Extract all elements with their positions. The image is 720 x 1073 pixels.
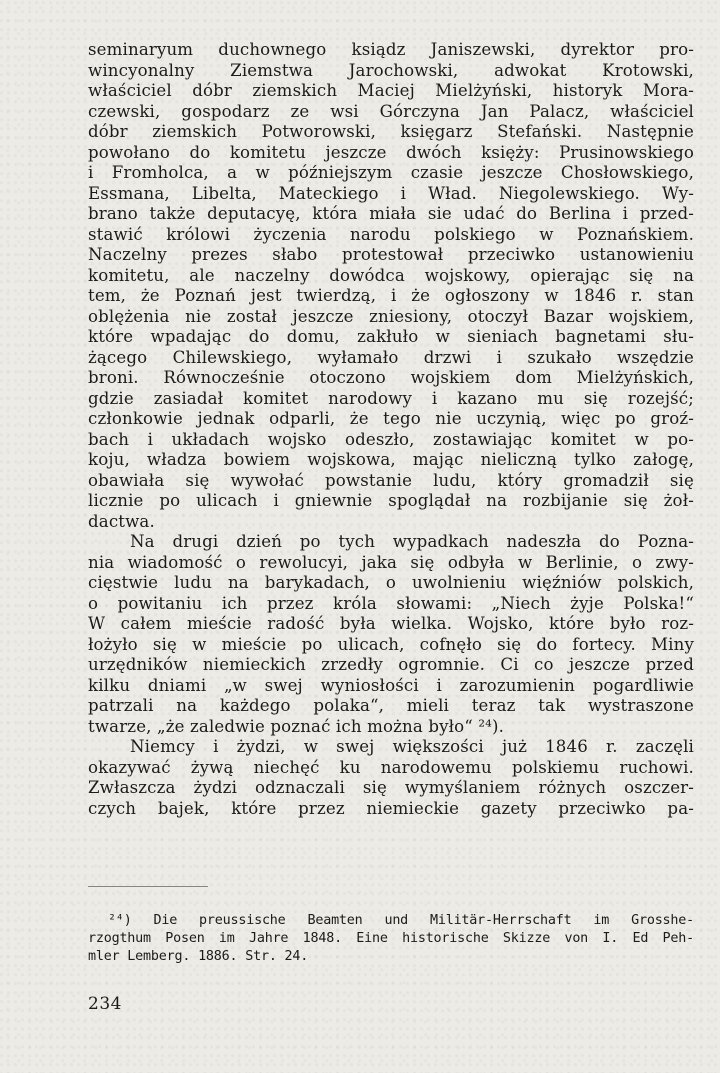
text-line: członkowie jednak odparli, że tego nie uczynią, więc po groź-: [88, 409, 694, 428]
footnote-line: rzogthum Posen im Jahre 1848. Eine historische Skizze von I. Ed Peh-: [88, 931, 694, 946]
text-line: W całem mieście radość była wielka. Wojsko, które było roz-: [88, 614, 694, 633]
paragraph-1: [88, 40, 694, 532]
main-text: [88, 40, 694, 819]
text-line: kilku dniami „w swej wyniosłości i zarozumienin pogardliwie: [88, 675, 694, 695]
text-line: Niemcy i żydzi, w swej większości już 1846 r. zaczęli: [130, 737, 694, 756]
text-line: seminaryum duchownego ksiądz Janiszewski, dyrektor pro-: [88, 40, 694, 59]
footnote: [88, 912, 694, 966]
text-line: bach i układach wojsko odeszło, zostawiając komitet w po-: [88, 429, 694, 449]
text-line: urzędników niemieckich zrzedły ogromnie. Ci co jeszcze przed: [88, 655, 694, 674]
text-line: oblężenia nie został jeszcze zniesiony, otoczył Bazar wojskiem,: [88, 306, 694, 326]
text-line: komitetu, ale naczelny dowódca wojskowy, opierając się na: [88, 265, 694, 285]
text-line: łożyło się w mieście po ulicach, cofnęło się do fortecy. Miny: [88, 634, 694, 654]
footnote-line: ²⁴) Die preussische Beamten und Militär-Herrschaft im Grosshe-: [108, 913, 694, 928]
text-line: broni. Równocześnie otoczono wojskiem dom Mielżyńskich,: [88, 368, 694, 387]
text-line: obawiała się wywołać powstanie ludu, który gromadził się: [88, 470, 694, 490]
text-line: powołano do komitetu jeszcze dwóch księży: Prusinowskiego: [88, 142, 694, 162]
footnote-divider: [88, 886, 208, 887]
text-line: Naczelny prezes słabo protestował przeciwko ustanowieniu: [88, 245, 694, 264]
text-line: okazywać żywą niechęć ku narodowemu polskiemu ruchowi.: [88, 757, 694, 777]
footnote-line: mler Lemberg. 1886. Str. 24.: [88, 949, 309, 964]
text-line: licznie po ulicach i gniewnie spoglądał na rozbijanie się żoł-: [88, 491, 694, 510]
text-line: Essmana, Libelta, Mateckiego i Wład. Niegolewskiego. Wy-: [88, 183, 694, 203]
text-line: o powitaniu ich przez króla słowami: „Niech żyje Polska!“: [88, 593, 694, 613]
text-line: gdzie zasiadał komitet narodowy i kazano mu się rozejść;: [88, 388, 694, 408]
text-line: właściciel dóbr ziemskich Maciej Mielżyński, historyk Mora-: [88, 81, 694, 100]
page-number: 234: [88, 994, 122, 1014]
text-line: cięstwie ludu na barykadach, o uwolnieniu więźniów polskich,: [88, 573, 694, 592]
text-line: które wpadając do domu, zakłuło w sieniach bagnetami słu-: [88, 327, 694, 346]
text-line: twarze, „że zaledwie poznać ich można było“ ²⁴).: [88, 716, 504, 736]
text-line: Na drugi dzień po tych wypadkach nadeszła do Pozna-: [130, 532, 694, 551]
paragraph-2: [88, 532, 694, 737]
text-line: żącego Chilewskiego, wyłamało drzwi i szukało wszędzie: [88, 347, 694, 367]
text-line: tem, że Poznań jest twierdzą, i że ogłoszony w 1846 r. stan: [88, 286, 694, 305]
text-line: dactwa.: [88, 511, 155, 531]
text-line: wincyonalny Ziemstwa Jarochowski, adwokat Krotowski,: [88, 60, 694, 80]
text-line: brano także deputacyę, która miała sie udać do Berlina i przed-: [88, 204, 694, 223]
text-line: dóbr ziemskich Potworowski, księgarz Stefański. Następnie: [88, 122, 694, 141]
text-line: Zwłaszcza żydzi odznaczali się wymyślaniem różnych oszczer-: [88, 778, 694, 797]
text-line: patrzali na każdego polaka“, mieli teraz tak wystraszone: [88, 696, 694, 715]
paragraph-3: [88, 737, 694, 819]
text-line: czewski, gospodarz ze wsi Górczyna Jan Palacz, właściciel: [88, 101, 694, 121]
text-line: czych bajek, które przez niemieckie gazety przeciwko pa-: [88, 798, 694, 818]
text-line: stawić królowi życzenia narodu polskiego w Poznańskiem.: [88, 224, 694, 244]
text-line: i Fromholca, a w późniejszym czasie jeszcze Chosłowskiego,: [88, 163, 694, 182]
text-line: koju, władza bowiem wojskowa, mając nieliczną tylko załogę,: [88, 450, 694, 469]
text-line: nia wiadomość o rewolucyi, jaka się odbyła w Berlinie, o zwy-: [88, 552, 694, 572]
